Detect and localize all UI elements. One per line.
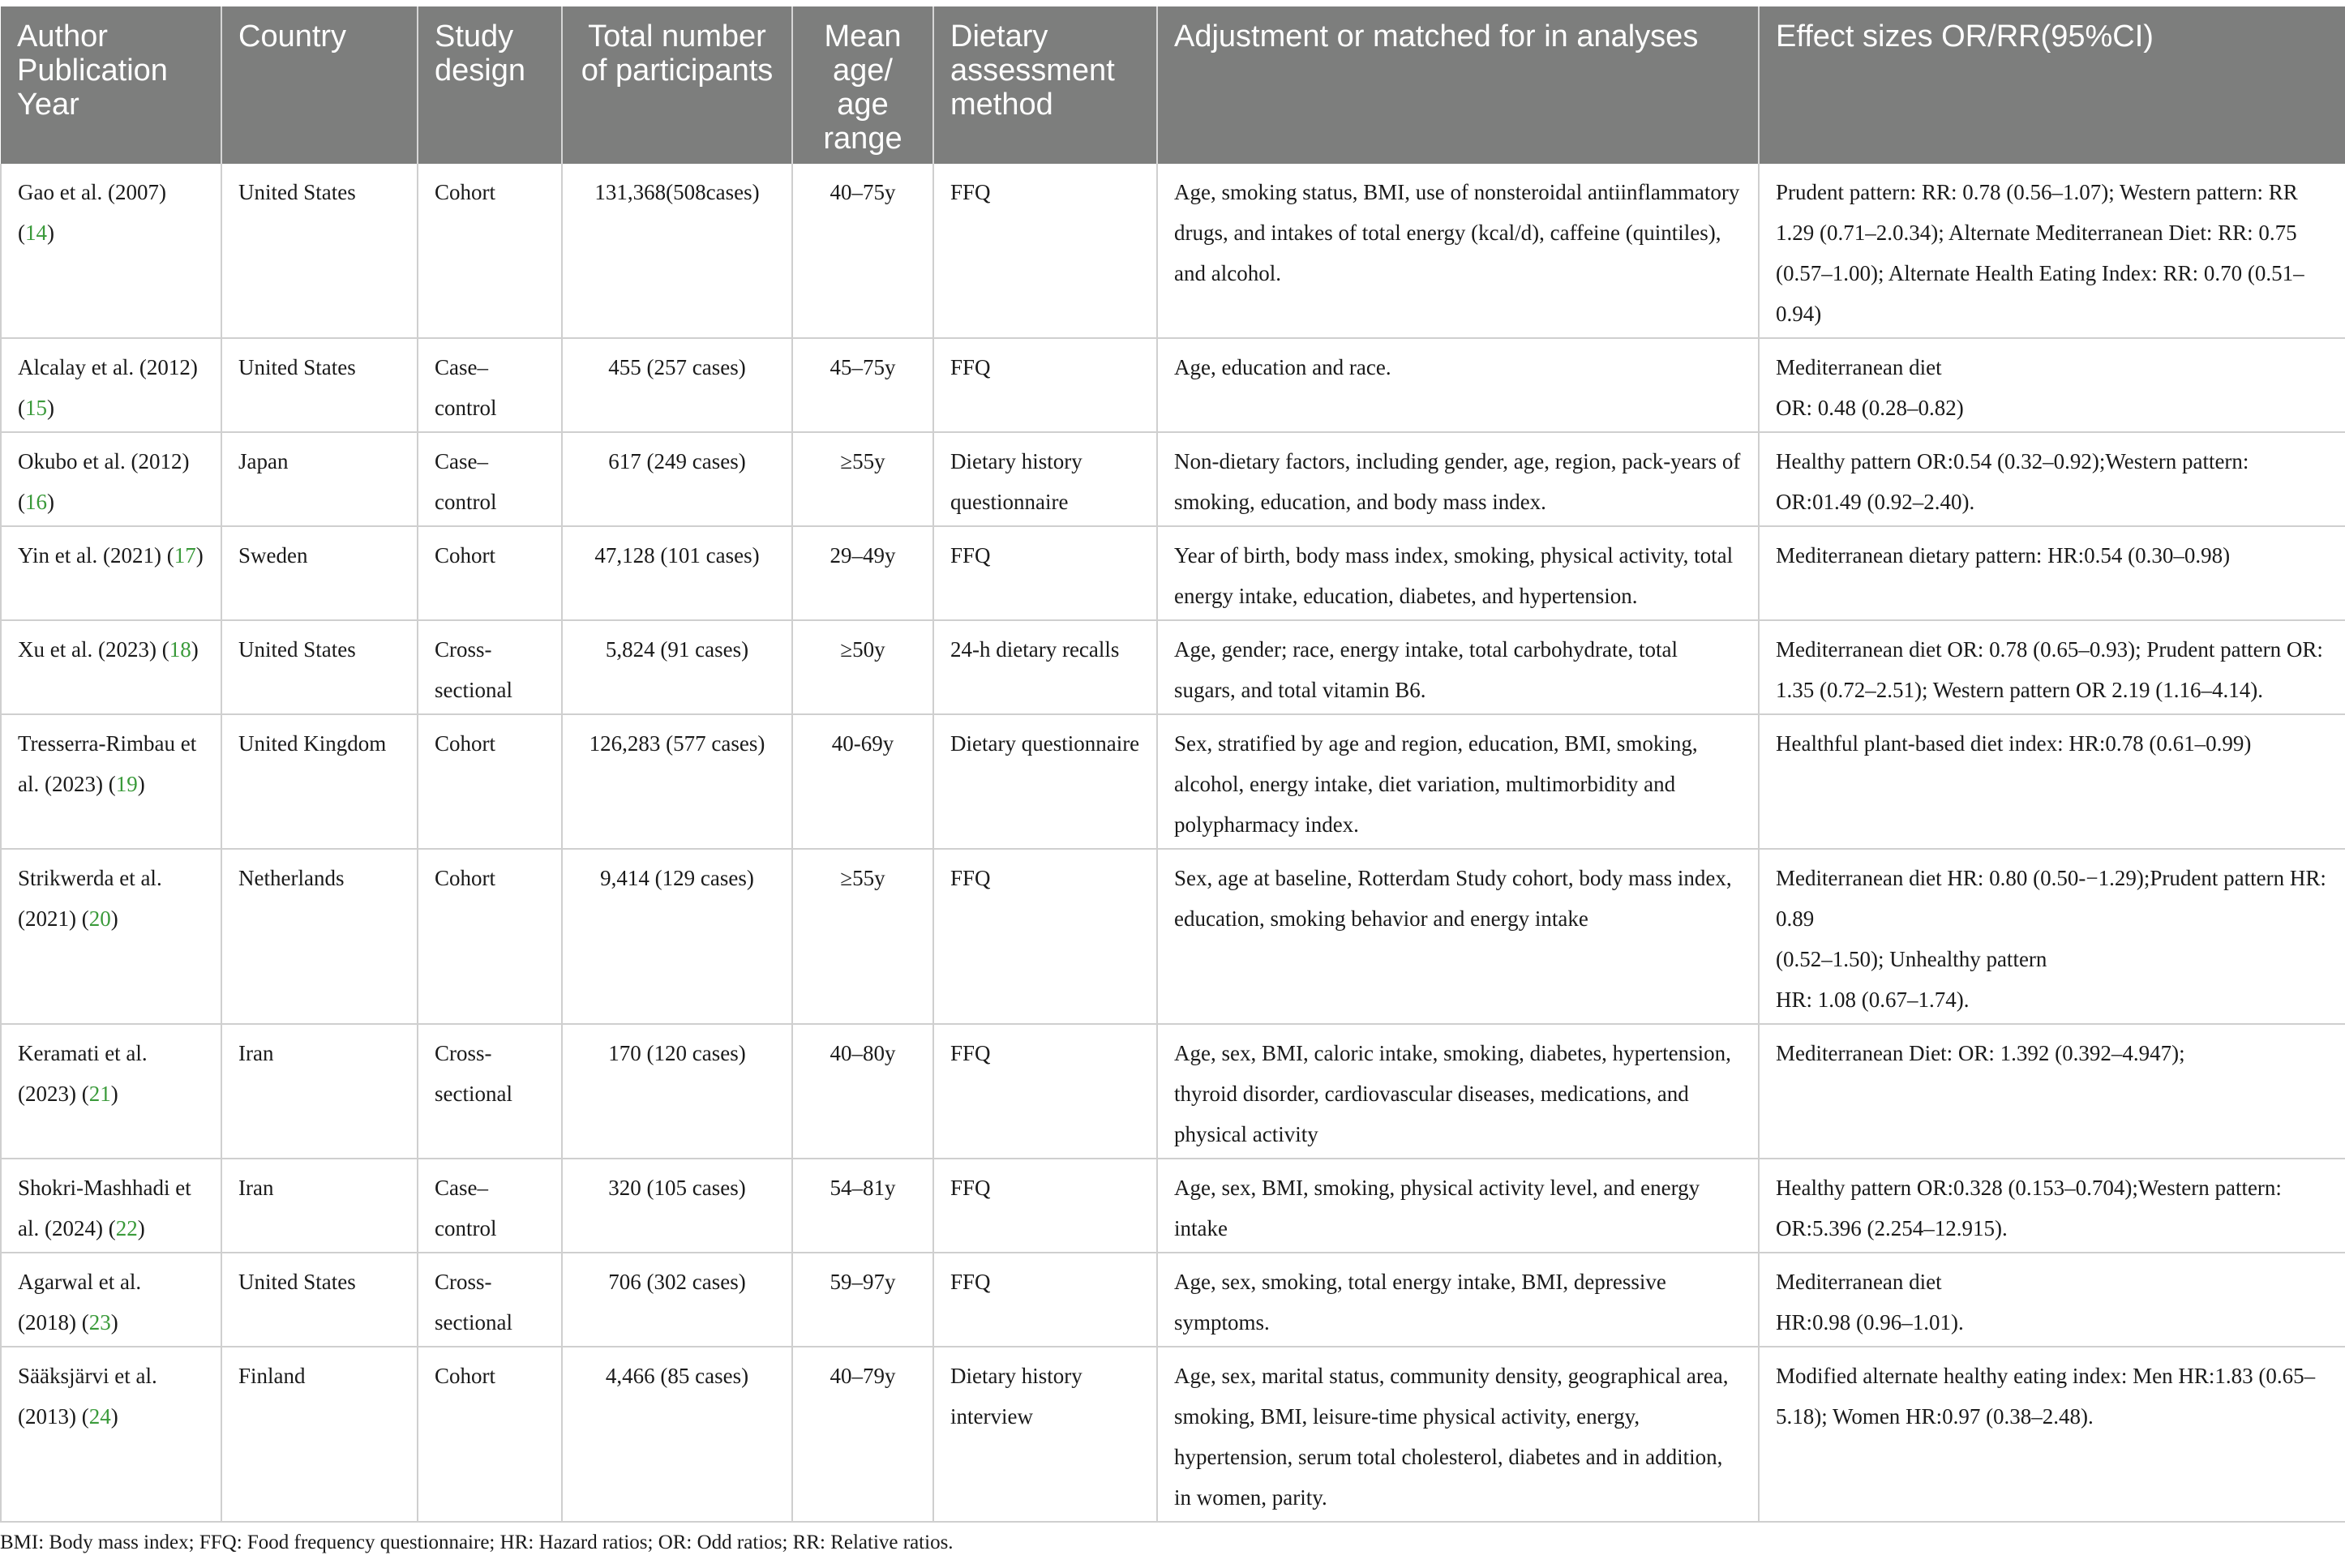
- cell-study-design: Cohort: [418, 526, 562, 620]
- table-row: [1, 338, 2345, 432]
- cell-effect-size: Modified alternate healthy eating index: Men HR:1.83 (0.65–5.18); Women HR:0.97 (0.38–2.48).: [1759, 1347, 2345, 1522]
- cell-adjustment: Age, sex, marital status, community density, geographical area, smoking, BMI, leisure-time physical activity, energy, hypertension, serum total cholesterol, diabetes and in addition, in women, parity.: [1157, 1347, 1759, 1522]
- table-footnote: BMI: Body mass index; FFQ: Food frequency questionnaire; HR: Hazard ratios; OR: Odd ratios; RR: Relative ratios.: [0, 1532, 954, 1553]
- reference-link[interactable]: 15: [25, 396, 47, 420]
- reference-link[interactable]: 19: [115, 772, 138, 796]
- cell-effect-size: Mediterranean Diet: OR: 1.392 (0.392–4.947);: [1759, 1024, 2345, 1159]
- cell-total-participants: 320 (105 cases): [562, 1159, 792, 1253]
- cell-author: Shokri-Mashhadi et al. (2024) (22): [1, 1159, 221, 1253]
- cell-adjustment: Age, sex, BMI, caloric intake, smoking, diabetes, hypertension, thyroid disorder, cardiovascular diseases, medications, and physical activity: [1157, 1024, 1759, 1159]
- cell-author: Tresserra-Rimbau et al. (2023) (19): [1, 714, 221, 849]
- reference-link[interactable]: 18: [169, 637, 191, 662]
- cell-total-participants: 47,128 (101 cases): [562, 526, 792, 620]
- cell-author: Xu et al. (2023) (18): [1, 620, 221, 714]
- cell-author: Sääksjärvi et al. (2013) (24): [1, 1347, 221, 1522]
- cell-country: United States: [221, 164, 418, 338]
- cell-effect-size: Prudent pattern: RR: 0.78 (0.56–1.07); Western pattern: RR 1.29 (0.71–2.0.34); Alternate Mediterranean Diet: RR: 0.75 (0.57–1.00); Alternate Health Eating Index: RR: 0.70 (0.51–0.94): [1759, 164, 2345, 338]
- table-row: [1, 1024, 2345, 1159]
- author-text: Xu et al. (2023): [18, 637, 156, 662]
- cell-study-design: Cross-sectional: [418, 1024, 562, 1159]
- cell-effect-size: [1759, 338, 2345, 432]
- cell-adjustment: Age, gender; race, energy intake, total carbohydrate, total sugars, and total vitamin B6.: [1157, 620, 1759, 714]
- cell-age-range: 40–80y: [792, 1024, 933, 1159]
- cell-study-design: Cohort: [418, 1347, 562, 1522]
- effect-size-line: Mediterranean diet HR: 0.80 (0.50-−1.29);Prudent pattern HR: 0.89: [1776, 866, 2326, 931]
- cell-country: Finland: [221, 1347, 418, 1522]
- cell-dietary-method: FFQ: [933, 164, 1157, 338]
- cell-study-design: Cross-sectional: [418, 620, 562, 714]
- cell-country: United States: [221, 620, 418, 714]
- cell-country: Iran: [221, 1024, 418, 1159]
- cell-effect-size: [1759, 849, 2345, 1024]
- table-row: [1, 849, 2345, 1024]
- cell-total-participants: 706 (302 cases): [562, 1253, 792, 1347]
- header-row: [1, 6, 2345, 164]
- cell-dietary-method: FFQ: [933, 849, 1157, 1024]
- header-effect: Effect sizes OR/RR(95%CI): [1759, 6, 2345, 164]
- cell-adjustment: Age, sex, BMI, smoking, physical activity level, and energy intake: [1157, 1159, 1759, 1253]
- cell-study-design: Cohort: [418, 849, 562, 1024]
- cell-study-design: Cohort: [418, 164, 562, 338]
- cell-age-range: 29–49y: [792, 526, 933, 620]
- header-country: Country: [221, 6, 418, 164]
- cell-study-design: Cross-sectional: [418, 1253, 562, 1347]
- reference-link[interactable]: 23: [88, 1310, 111, 1335]
- cell-author: Agarwal et al. (2018) (23): [1, 1253, 221, 1347]
- effect-size-line: (0.52–1.50); Unhealthy pattern: [1776, 947, 2047, 971]
- cell-age-range: ≥50y: [792, 620, 933, 714]
- table-row: [1, 526, 2345, 620]
- cell-age-range: 45–75y: [792, 338, 933, 432]
- reference-link[interactable]: 24: [88, 1404, 111, 1429]
- author-text: Strikwerda et al. (2021): [18, 866, 162, 931]
- effect-size-line: OR: 0.48 (0.28–0.82): [1776, 396, 1964, 420]
- cell-effect-size: Mediterranean diet OR: 0.78 (0.65–0.93); Prudent pattern OR: 1.35 (0.72–2.51); Western pattern OR 2.19 (1.16–4.14).: [1759, 620, 2345, 714]
- reference-link[interactable]: 20: [88, 906, 111, 931]
- table-row: [1, 1253, 2345, 1347]
- cell-country: United States: [221, 1253, 418, 1347]
- cell-dietary-method: FFQ: [933, 1253, 1157, 1347]
- header-method: Dietary assessment method: [933, 6, 1157, 164]
- cell-age-range: 40–79y: [792, 1347, 933, 1522]
- table-header: [1, 6, 2345, 164]
- reference-link[interactable]: 21: [88, 1082, 111, 1106]
- cell-dietary-method: 24-h dietary recalls: [933, 620, 1157, 714]
- cell-age-range: 40-69y: [792, 714, 933, 849]
- cell-country: Sweden: [221, 526, 418, 620]
- effect-size-line: HR: 1.08 (0.67–1.74).: [1776, 987, 1970, 1012]
- author-text: Yin et al. (2021): [18, 543, 161, 568]
- cell-effect-size: Healthful plant-based diet index: HR:0.78 (0.61–0.99): [1759, 714, 2345, 849]
- cell-author: Yin et al. (2021) (17): [1, 526, 221, 620]
- cell-country: Netherlands: [221, 849, 418, 1024]
- cell-country: United Kingdom: [221, 714, 418, 849]
- cell-author: Okubo et al. (2012) (16): [1, 432, 221, 526]
- header-age: Mean age/ age range: [792, 6, 933, 164]
- author-text: Shokri-Mashhadi et al. (2024): [18, 1176, 191, 1240]
- cell-adjustment: Non-dietary factors, including gender, age, region, pack-years of smoking, education, and body mass index.: [1157, 432, 1759, 526]
- cell-effect-size: Mediterranean dietary pattern: HR:0.54 (0.30–0.98): [1759, 526, 2345, 620]
- effect-size-line: Mediterranean diet: [1776, 1270, 1942, 1294]
- cell-age-range: 40–75y: [792, 164, 933, 338]
- cell-age-range: 59–97y: [792, 1253, 933, 1347]
- cell-adjustment: Sex, stratified by age and region, education, BMI, smoking, alcohol, energy intake, diet variation, multimorbidity and polypharmacy index.: [1157, 714, 1759, 849]
- author-text: Okubo et al. (2012): [18, 449, 190, 473]
- table-row: [1, 620, 2345, 714]
- cell-adjustment: Age, smoking status, BMI, use of nonsteroidal antiinflammatory drugs, and intakes of total energy (kcal/d), caffeine (quintiles), and alcohol.: [1157, 164, 1759, 338]
- author-text: Gao et al. (2007): [18, 180, 166, 204]
- table-body: [1, 164, 2345, 1522]
- table-row: [1, 1159, 2345, 1253]
- cell-total-participants: 126,283 (577 cases): [562, 714, 792, 849]
- cell-total-participants: 617 (249 cases): [562, 432, 792, 526]
- cell-author: Gao et al. (2007) (14): [1, 164, 221, 338]
- cell-author: Strikwerda et al. (2021) (20): [1, 849, 221, 1024]
- cell-dietary-method: Dietary questionnaire: [933, 714, 1157, 849]
- reference-link[interactable]: 14: [25, 221, 47, 245]
- cell-dietary-method: FFQ: [933, 338, 1157, 432]
- cell-country: Japan: [221, 432, 418, 526]
- author-text: Tresserra-Rimbau et al. (2023): [18, 731, 197, 796]
- cell-dietary-method: FFQ: [933, 1159, 1157, 1253]
- effect-size-line: Mediterranean diet: [1776, 355, 1942, 379]
- table-row: [1, 432, 2345, 526]
- cell-author: Keramati et al. (2023) (21): [1, 1024, 221, 1159]
- author-text: Sääksjärvi et al. (2013): [18, 1364, 157, 1429]
- cell-adjustment: Sex, age at baseline, Rotterdam Study cohort, body mass index, education, smoking behavior and energy intake: [1157, 849, 1759, 1024]
- cell-study-design: Case–control: [418, 338, 562, 432]
- cell-age-range: 54–81y: [792, 1159, 933, 1253]
- cell-total-participants: 131,368(508cases): [562, 164, 792, 338]
- cell-age-range: ≥55y: [792, 849, 933, 1024]
- table-row: [1, 714, 2345, 849]
- cell-effect-size: Healthy pattern OR:0.54 (0.32–0.92);Western pattern: OR:01.49 (0.92–2.40).: [1759, 432, 2345, 526]
- cell-effect-size: [1759, 1253, 2345, 1347]
- table-row: [1, 1347, 2345, 1522]
- cell-adjustment: Year of birth, body mass index, smoking, physical activity, total energy intake, education, diabetes, and hypertension.: [1157, 526, 1759, 620]
- header-design: Study design: [418, 6, 562, 164]
- effect-size-line: HR:0.98 (0.96–1.01).: [1776, 1310, 1964, 1335]
- cell-total-participants: 5,824 (91 cases): [562, 620, 792, 714]
- reference-link[interactable]: 22: [115, 1216, 138, 1240]
- table-row: [1, 164, 2345, 338]
- cell-country: Iran: [221, 1159, 418, 1253]
- cell-total-participants: 4,466 (85 cases): [562, 1347, 792, 1522]
- cell-effect-size: Healthy pattern OR:0.328 (0.153–0.704);Western pattern: OR:5.396 (2.254–12.915).: [1759, 1159, 2345, 1253]
- reference-link[interactable]: 16: [25, 490, 47, 514]
- cell-total-participants: 9,414 (129 cases): [562, 849, 792, 1024]
- header-author: Author Publication Year: [1, 6, 221, 164]
- author-text: Agarwal et al. (2018): [18, 1270, 142, 1335]
- cell-dietary-method: FFQ: [933, 1024, 1157, 1159]
- cell-dietary-method: Dietary history interview: [933, 1347, 1157, 1522]
- header-total: Total number of participants: [562, 6, 792, 164]
- cell-study-design: Case–control: [418, 1159, 562, 1253]
- study-characteristics-table: [0, 6, 2345, 1523]
- cell-dietary-method: Dietary history questionnaire: [933, 432, 1157, 526]
- header-adjustment: Adjustment or matched for in analyses: [1157, 6, 1759, 164]
- reference-link[interactable]: 17: [174, 543, 196, 568]
- study-characteristics-table-container: [0, 6, 2345, 1523]
- cell-study-design: Case–control: [418, 432, 562, 526]
- cell-adjustment: Age, education and race.: [1157, 338, 1759, 432]
- cell-author: Alcalay et al. (2012) (15): [1, 338, 221, 432]
- cell-total-participants: 170 (120 cases): [562, 1024, 792, 1159]
- author-text: Keramati et al. (2023): [18, 1041, 148, 1106]
- cell-dietary-method: FFQ: [933, 526, 1157, 620]
- cell-country: United States: [221, 338, 418, 432]
- cell-study-design: Cohort: [418, 714, 562, 849]
- cell-age-range: ≥55y: [792, 432, 933, 526]
- cell-adjustment: Age, sex, smoking, total energy intake, BMI, depressive symptoms.: [1157, 1253, 1759, 1347]
- author-text: Alcalay et al. (2012): [18, 355, 198, 379]
- cell-total-participants: 455 (257 cases): [562, 338, 792, 432]
